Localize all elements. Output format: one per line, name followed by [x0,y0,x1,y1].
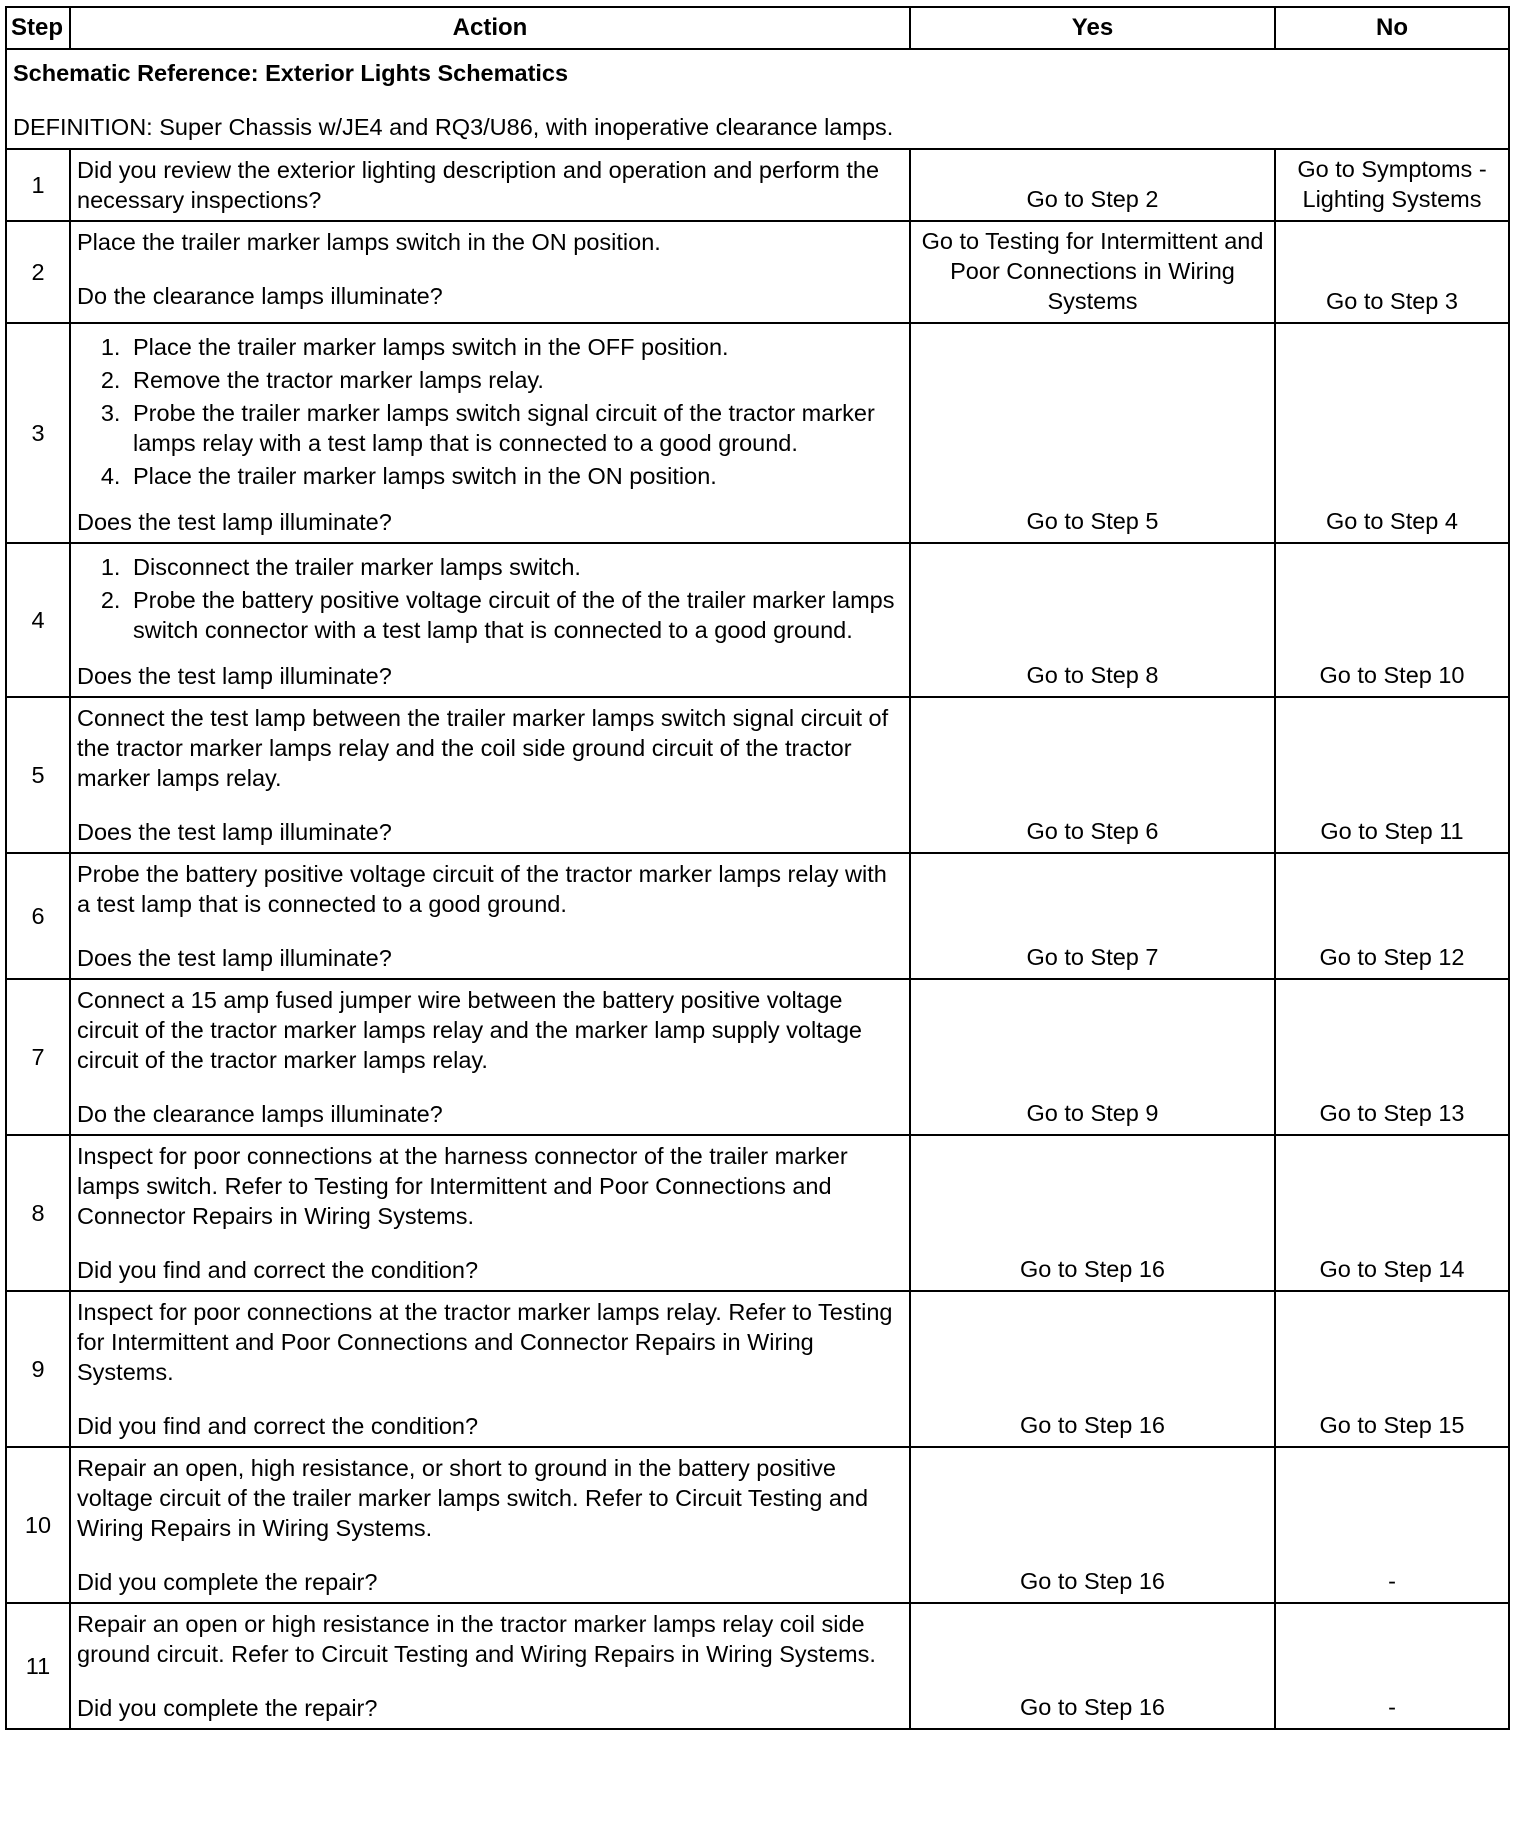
action-cell [70,221,910,323]
no-result: - [1275,1447,1509,1603]
action-cell [70,1291,910,1447]
action-text: Inspect for poor connections at the harness connector of the trailer marker lamps switch. Refer to Testing for Intermittent and Poor Connections and Connector Repairs in Wiring Systems. [77,1143,848,1229]
step-number: 6 [6,853,70,979]
action-cell [70,853,910,979]
action-cell [70,323,910,543]
action-question: Did you find and correct the condition? [77,1413,479,1439]
action-question: Do the clearance lamps illuminate? [77,283,443,309]
action-question: Does the test lamp illuminate? [77,819,392,845]
action-cell [70,543,910,697]
action-question: Do the clearance lamps illuminate? [77,1101,443,1127]
action-cell [70,1603,910,1729]
yes-result: Go to Step 5 [910,323,1275,543]
substep-item: 2. Probe the battery positive voltage circuit of the of the trailer marker lamps switch connector with a test lamp that is connected to a good ground. [127,585,901,645]
action-cell [70,1135,910,1291]
no-result: Go to Step 14 [1275,1135,1509,1291]
substep-list [77,329,901,491]
definition-text: DEFINITION: Super Chassis w/JE4 and RQ3/U86, with inoperative clearance lamps. [13,114,894,140]
action-question: Does the test lamp illuminate? [77,509,392,535]
yes-result: Go to Step 7 [910,853,1275,979]
table-row [6,149,1509,221]
schematic-reference-cell [6,49,1509,149]
column-header-yes: Yes [910,7,1275,49]
column-header-step: Step [6,7,70,49]
schematic-reference-row [6,49,1509,149]
table-row [6,543,1509,697]
action-text: Place the trailer marker lamps switch in the ON position. [77,229,661,255]
no-result: Go to Step 12 [1275,853,1509,979]
action-text: Repair an open, high resistance, or short to ground in the battery positive voltage circuit of the trailer marker lamps switch. Refer to Circuit Testing and Wiring Repairs in Wiring Systems. [77,1455,869,1541]
action-text: Did you review the exterior lighting description and operation and perform the necessary inspections? [77,157,880,213]
step-number: 8 [6,1135,70,1291]
step-number: 4 [6,543,70,697]
no-result: Go to Step 10 [1275,543,1509,697]
step-number: 1 [6,149,70,221]
yes-result: Go to Step 16 [910,1603,1275,1729]
no-result: Go to Step 13 [1275,979,1509,1135]
substep-list [77,549,901,645]
action-question: Does the test lamp illuminate? [77,663,392,689]
action-text: Probe the battery positive voltage circuit of the tractor marker lamps relay with a test lamp that is connected to a good ground. [77,861,887,917]
table-row [6,1291,1509,1447]
action-cell [70,979,910,1135]
substep-item: 3. Probe the trailer marker lamps switch signal circuit of the tractor marker lamps relay with a test lamp that is connected to a good ground. [127,398,901,458]
diagnostic-table [5,6,1510,1730]
yes-result: Go to Step 2 [910,149,1275,221]
yes-result: Go to Step 16 [910,1291,1275,1447]
schematic-reference-title: Schematic Reference: Exterior Lights Schematics [13,60,569,86]
yes-result: Go to Step 16 [910,1447,1275,1603]
action-question: Did you complete the repair? [77,1695,378,1721]
action-cell [70,149,910,221]
yes-result: Go to Step 6 [910,697,1275,853]
no-result: Go to Step 4 [1275,323,1509,543]
step-number: 3 [6,323,70,543]
table-row [6,323,1509,543]
yes-result: Go to Step 16 [910,1135,1275,1291]
table-row [6,697,1509,853]
substep-item: 1. Disconnect the trailer marker lamps switch. [127,552,901,582]
action-text: Repair an open or high resistance in the tractor marker lamps relay coil side ground circuit. Refer to Circuit Testing and Wiring Repairs in Wiring Systems. [77,1611,876,1667]
action-text: Inspect for poor connections at the tractor marker lamps relay. Refer to Testing for Intermittent and Poor Connections and Connector Repairs in Wiring Systems. [77,1299,893,1385]
table-row [6,979,1509,1135]
action-question: Did you complete the repair? [77,1569,378,1595]
table-row [6,853,1509,979]
yes-result: Go to Step 9 [910,979,1275,1135]
step-number: 10 [6,1447,70,1603]
no-result: Go to Symptoms - Lighting Systems [1275,149,1509,221]
column-header-no: No [1275,7,1509,49]
no-result: Go to Step 11 [1275,697,1509,853]
action-question: Does the test lamp illuminate? [77,945,392,971]
action-text: Connect the test lamp between the trailer marker lamps switch signal circuit of the tractor marker lamps relay and the coil side ground circuit of the tractor marker lamps relay. [77,705,889,791]
no-result: Go to Step 15 [1275,1291,1509,1447]
action-cell [70,1447,910,1603]
step-number: 5 [6,697,70,853]
header-row [6,7,1509,49]
table-row [6,1447,1509,1603]
no-result: - [1275,1603,1509,1729]
table-row [6,1135,1509,1291]
table-row [6,221,1509,323]
substep-item: 2. Remove the tractor marker lamps relay. [127,365,901,395]
step-number: 7 [6,979,70,1135]
yes-result: Go to Step 8 [910,543,1275,697]
no-result: Go to Step 3 [1275,221,1509,323]
step-number: 9 [6,1291,70,1447]
step-number: 2 [6,221,70,323]
action-question: Did you find and correct the condition? [77,1257,479,1283]
yes-result: Go to Testing for Intermittent and Poor Connections in Wiring Systems [910,221,1275,323]
substep-item: 4. Place the trailer marker lamps switch in the ON position. [127,461,901,491]
action-text: Connect a 15 amp fused jumper wire between the battery positive voltage circuit of the tractor marker lamps relay and the marker lamp supply voltage circuit of the tractor marker lamps relay. [77,987,862,1073]
action-cell [70,697,910,853]
step-number: 11 [6,1603,70,1729]
column-header-action: Action [70,7,910,49]
table-row [6,1603,1509,1729]
substep-item: 1. Place the trailer marker lamps switch in the OFF position. [127,332,901,362]
